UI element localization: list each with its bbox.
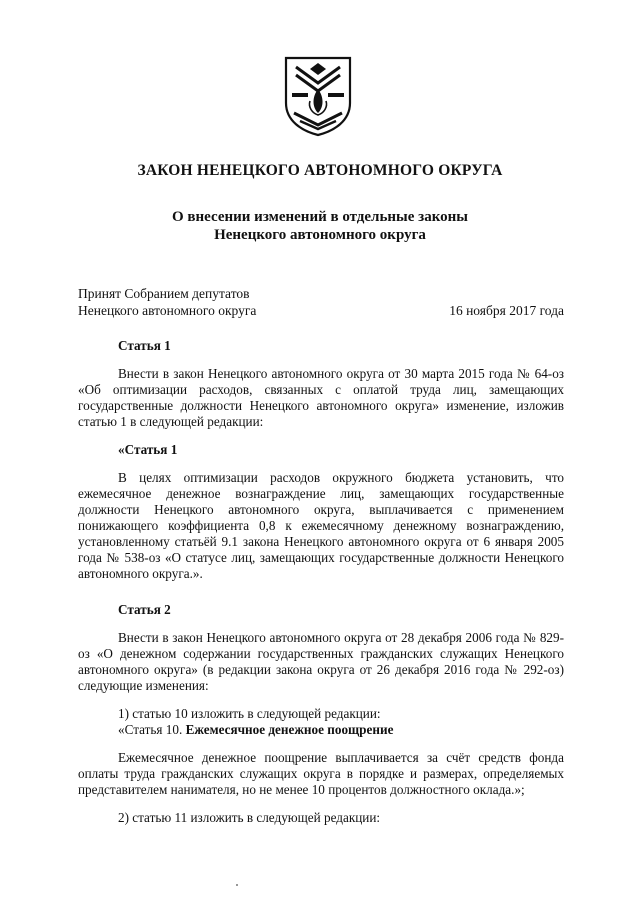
document-subtitle — [0, 208, 640, 244]
article-2-item-2: 2) статью 11 изложить в следующей редакции: — [118, 810, 381, 825]
article-1-heading: Статья 1 — [118, 338, 171, 353]
item-1-quote-bold: Ежемесячное денежное поощрение — [185, 722, 394, 737]
article-2-heading: Статья 2 — [118, 602, 171, 617]
article-1-quote-text: В целях оптимизации расходов окружного бюджета установить, что ежемесячное денежное вознаграждение лиц, замещающих государственные должности Ненецкого автономного округа, выплачивается с применением понижающего коэффициента 0,8 к ежемесячному денежному вознаграждению, установленному статьёй 9.1 закона Ненецкого автономного округа от 6 января 2005 года № 538-оз «О статусе лиц, замещающих государственные должности Ненецкого автономного округа.». — [78, 470, 564, 581]
adoption-date: 16 ноября 2017 года — [449, 303, 564, 318]
article-2-item-1: 1) статью 10 изложить в следующей редакции: — [118, 706, 381, 721]
document-title: ЗАКОН НЕНЕЦКОГО АВТОНОМНОГО ОКРУГА — [137, 162, 503, 179]
subtitle-line-1: О внесении изменений в отдельные законы — [172, 209, 468, 225]
article-2-item-1-quote — [78, 722, 564, 738]
article-2-text: Внести в закон Ненецкого автономного округа от 28 декабря 2006 года № 829-оз «О денежном содержании государственных гражданских служащих Ненецкого автономного округа» (в редакции закона округа от 26 декабря 2016 года № 292-оз) следующие изменения: — [78, 630, 564, 693]
subtitle-line-2: Ненецкого автономного округа — [214, 227, 426, 243]
article-2-item-1-text: Ежемесячное денежное поощрение выплачивается за счёт средств фонда оплаты труда гражданских служащих округа в порядке и размерах, определяемых представителем нанимателя, но не менее 10 процентов должностного оклада.»; — [78, 750, 564, 797]
adoption-block — [78, 285, 564, 319]
adoption-line-2: Ненецкого автономного округа — [78, 303, 257, 318]
item-1-quote-prefix: «Статья 10. — [118, 722, 186, 737]
document-body — [78, 338, 564, 826]
article-1-text: Внести в закон Ненецкого автономного округа от 30 марта 2015 года № 64-оз «Об оптимизации расходов, связанных с оплатой труда лиц, замещающих государственные должности Ненецкого автономного округа» изменение, изложив статью 1 в следующей редакции: — [78, 366, 564, 429]
article-1-quote-heading: «Статья 1 — [118, 442, 178, 457]
adoption-line-1: Принят Собранием депутатов — [78, 286, 250, 301]
scan-speck — [236, 884, 238, 886]
coat-of-arms-icon — [282, 55, 354, 137]
